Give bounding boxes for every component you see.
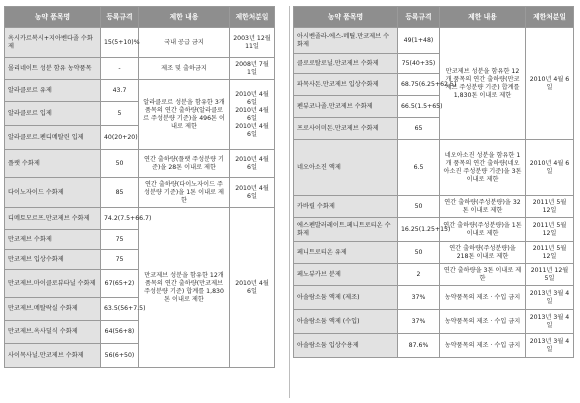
restriction-date-cell: 2010년 4월 6일 [526,140,574,196]
restriction-cell: 연간 출하량(주성분량)을 32톤 이내로 제한 [440,196,526,218]
table-row [294,310,574,334]
restriction-table-right [293,6,574,358]
header-restriction: 제한 내용 [440,7,526,28]
restriction-date-cell: 2010년 4월 6일 [526,28,574,140]
table-row [5,208,275,230]
restriction-cell: 제조 및 출하금지 [139,58,230,80]
restriction-date-cell: 2010년 4월 6일 2010년 4월 6일 2010년 4월 6일 [230,80,275,150]
restriction-date-cell: 2013년 3월 4일 [526,310,574,334]
registration-spec-cell: 49(1+48) [398,28,440,54]
registration-spec-cell: 56(6+50) [101,344,139,368]
header-row [5,7,275,28]
restriction-cell: 연간 출하량(주성분량)을 1톤 이내로 제한 [440,218,526,242]
registration-spec-cell: 75 [101,250,139,270]
restriction-date-cell: 2011년 5월 12일 [526,242,574,264]
product-name-cell: 플랫 수화제 [5,150,101,178]
registration-spec-cell: - [101,58,139,80]
registration-spec-cell: 37% [398,310,440,334]
product-name-cell: 프로사이미돈.만코제브 수화제 [294,118,398,140]
restriction-date-cell: 2013년 3월 4일 [526,334,574,358]
product-name-cell: 디메토모르프.만코제브 수화제 [5,208,101,230]
restriction-date-cell: 2010년 4월 6일 [230,208,275,368]
product-name-cell: 만코제브.옥사딜식 수화제 [5,321,101,344]
registration-spec-cell: 87.6% [398,334,440,358]
registration-spec-cell: 68.75(6.25+62.5) [398,74,440,96]
product-name-cell: 만코제브 입상수화제 [5,250,101,270]
registration-spec-cell: 50 [101,150,139,178]
registration-spec-cell: 74.2(7.5+66.7) [101,208,139,230]
header-registration-spec: 등록규격 [398,7,440,28]
restriction-cell: 농약품목의 제조 · 수입 금지 [440,310,526,334]
restriction-date-cell: 2008년 7월 1일 [230,58,275,80]
product-name-cell: 아솔람소듐 입상수용제 [294,334,398,358]
registration-spec-cell: 50 [398,242,440,264]
product-name-cell: 파목사돈.만코제브 입상수화제 [294,74,398,96]
restriction-cell: 연간 출하량을 3톤 이내로 제한 [440,264,526,286]
registration-spec-cell: 5 [101,102,139,126]
product-name-cell: 만코제브.마이클로뷰타닐 수화제 [5,270,101,298]
product-name-cell: 만코제브.메탈락실 수화제 [5,298,101,321]
product-name-cell: 알라클로르 유제 [5,80,101,102]
table-row [294,218,574,242]
registration-spec-cell: 16.25(1.25+15) [398,218,440,242]
restriction-date-cell: 2003년 12월 11일 [230,28,275,58]
product-name-cell: 페노뷰카브 분제 [294,264,398,286]
header-product-name: 농약 품목명 [5,7,101,28]
table-row [294,196,574,218]
registration-spec-cell: 50 [398,196,440,218]
restriction-cell: 네오아소진 성분을 함유한 1개 품목의 연간 출하량(네오아소진 주성분량 기준)을 3톤 이내로 제한 [440,140,526,196]
header-restriction: 제한 내용 [139,7,230,28]
registration-spec-cell: 75(40+35) [398,54,440,74]
restriction-date-cell: 2010년 4월 6일 [230,150,275,178]
table-body [5,28,275,368]
page-divider [289,6,290,398]
registration-spec-cell: 15(5+10)% [101,28,139,58]
restriction-cell: 국내 공급 금지 [139,28,230,58]
table-row [5,80,275,102]
registration-spec-cell: 85 [101,178,139,208]
product-name-cell: 알라클로르.펜디메탈린 입제 [5,126,101,150]
product-name-cell: 옥시카르복시+지아벤다졸 수화제 [5,28,101,58]
product-name-cell: 클로로탈로닐.만코제브 수화제 [294,54,398,74]
registration-spec-cell: 43.7 [101,80,139,102]
table-row [5,150,275,178]
header-restriction-date: 제한처분일 [230,7,275,28]
registration-spec-cell: 63.5(56+7.5) [101,298,139,321]
table-row [5,58,275,80]
registration-spec-cell: 2 [398,264,440,286]
restriction-date-cell: 2013년 3월 4일 [526,286,574,310]
restriction-cell: 연간 출하량(플랫 주성분량 기준)을 28톤 이내로 제한 [139,150,230,178]
product-name-cell: 아솔람소듐 액제 (수입) [294,310,398,334]
table-row [294,28,574,54]
right-table-panel [293,6,574,358]
restriction-cell: 만코제브 성분을 함유한 12개 품목의 연간 출하량(만코제브 주성분량 기준) 합계를 1,830톤 이내로 제한 [139,208,230,368]
table-row [5,28,275,58]
product-name-cell: 사이목사닐.만코제브 수화제 [5,344,101,368]
product-name-cell: 다이노자이드 수화제 [5,178,101,208]
restriction-cell: 알라클로르 성분을 함유한 3개 품목의 연간 출하량(알라클로르 주성분량 기준)을 496톤 이내로 제한 [139,80,230,150]
restriction-cell: 농약품목의 제조 · 수입 금지 [440,286,526,310]
restriction-date-cell: 2010년 4월 6일 [230,178,275,208]
product-name-cell: 몰리네이트 성분 함유 농약품목 [5,58,101,80]
table-row [294,242,574,264]
table-row [294,334,574,358]
header-product-name: 농약 품목명 [294,7,398,28]
product-name-cell: 페니트로티온 유제 [294,242,398,264]
product-name-cell: 펜뷰코나졸.만코제브 수화제 [294,96,398,118]
table-row [294,286,574,310]
restriction-table-left [4,6,275,368]
registration-spec-cell: 64(56+8) [101,321,139,344]
product-name-cell: 알라클로르 입제 [5,102,101,126]
product-name-cell: 카바릴 수화제 [294,196,398,218]
restriction-cell: 만코제브 성분을 함유한 12개 품목의 연간 출하량(만코제브 주성분량 기준) 합계를 1,830톤 이내로 제한 [440,28,526,140]
table-row [294,140,574,196]
left-table-panel [4,6,275,368]
table-row [5,178,275,208]
registration-spec-cell: 67(65+2) [101,270,139,298]
restriction-cell: 농약품목의 제조 · 수입 금지 [440,334,526,358]
table-body [294,28,574,358]
header-restriction-date: 제한처분일 [526,7,574,28]
registration-spec-cell: 65 [398,118,440,140]
registration-spec-cell: 75 [101,230,139,250]
restriction-date-cell: 2011년 12월 5일 [526,264,574,286]
restriction-date-cell: 2011년 5월 12일 [526,196,574,218]
header-registration-spec: 등록규격 [101,7,139,28]
registration-spec-cell: 37% [398,286,440,310]
restriction-cell: 연간 출하량(주성분량)을 218톤 이내로 제한 [440,242,526,264]
registration-spec-cell: 40(20+20) [101,126,139,150]
product-name-cell: 네오아소진 액제 [294,140,398,196]
registration-spec-cell: 6.5 [398,140,440,196]
registration-spec-cell: 66.5(1.5+65) [398,96,440,118]
product-name-cell: 에스펜발러레이트.페니트로티온 수화제 [294,218,398,242]
product-name-cell: 아시벤졸라-에스-메틸.만코제브 수화제 [294,28,398,54]
product-name-cell: 만코제브 수화제 [5,230,101,250]
restriction-date-cell: 2011년 5월 12일 [526,218,574,242]
restriction-cell: 연간 출하량(다이노자이드 주성분량 기준)을 1톤 이내로 제한 [139,178,230,208]
header-row [294,7,574,28]
product-name-cell: 아솔람소듐 액제 (제조) [294,286,398,310]
table-row [294,264,574,286]
